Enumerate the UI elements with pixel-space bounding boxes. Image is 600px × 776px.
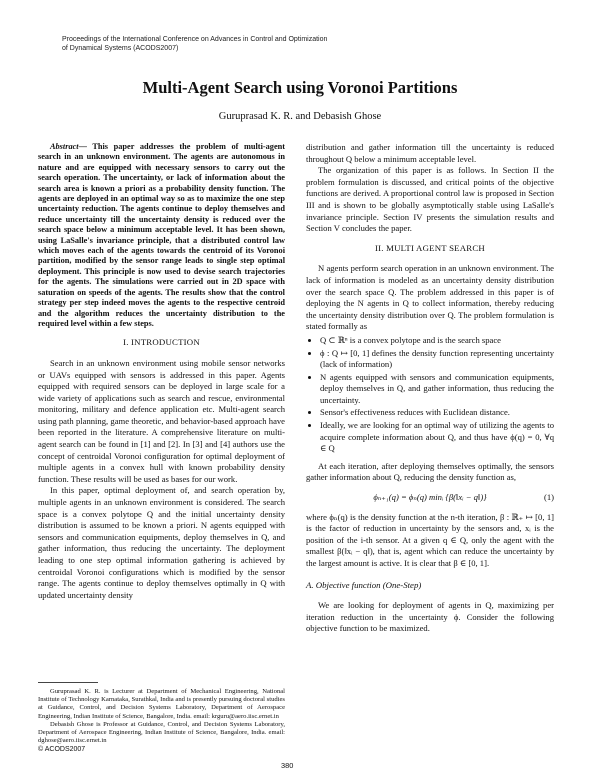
abstract-text: — This paper addresses the problem of multi-agent search in an unknown environment. The agents are autonomous in nature and are equipped with necessary sensors to carry out the search operation. The uncertainty, or lack of information about the search area is known a priori as a probability density function. The agents are deployed in an optimal way so as to maximize the one step uncertainty reduction. The agents continue to deploy themselves and reduce uncertainty till the uncertainty density is reduced over the search space below a minimum acceptable level. It has been shown, using LaSalle's invariance principle, that a distributed control law which moves each of the agents towards the centroid of its Voronoi partition, modified by the sensor range leads to single step optimal deployment. This principle is now used to devise search trajectories for the agents. The simulations were carried out in 2D space with saturation on speeds of the agents. The results show that the control strategy per step indeed moves the agents to the respective centroid and the algorithm reduces the uncertainty distribution to the required level within a few steps. xyxy=(38,142,285,328)
abstract xyxy=(38,142,285,329)
multi-agent-paragraph-3: where ϕₙ(q) is the density function at the n-th iteration, β : ℝ₊ ↦ [0, 1] is the factor of reduction in uncertainty by the sensors and, xᵢ is the position of the i-th sensor. At a given q ∈ Q, only the agent with the smallest β(‖xᵢ − q‖), that is, agent which can reduce the uncertainty by the largest amount is active. It is clear that β ∈ [0, 1]. xyxy=(306,511,554,568)
footnote-author-1: Guruprasad K. R. is Lecturer at Department of Mechanical Engineering, National Institute of Technology Karnataka, Surathkal, India and is presently pursuing doctoral studies at Guidance, Control, and Decision Systems Laboratory, Department of Aerospace Engineering, Indian Institute of Science, Bangalore, India. email: krguru@aero.iisc.ernet.in xyxy=(38,688,285,720)
list-item: • N agents equipped with sensors and communication equipments, deploy themselves in Q, and gather information, thus reducing the uncertainty. xyxy=(320,372,554,407)
header-line-1: Proceedings of the International Conference on Advances in Control and Optimization xyxy=(62,36,328,43)
organization-paragraph: The organization of this paper is as follows. In Section II the problem formulation is discussed, and critical points of the objective functions are derived. A proportional control law is proposed in Section III and is shown to be globally asymptotically stable using LaSalle's invariance principle. Section IV presents the simulation results and Section V concludes the paper. xyxy=(306,165,554,234)
list-item: • Q ⊂ ℝⁿ is a convex polytope and is the search space xyxy=(320,335,554,347)
header-line-2: of Dynamical Systems (ACODS2007) xyxy=(62,45,179,52)
paper-title: Multi-Agent Search using Voronoi Partitions xyxy=(142,78,458,97)
left-column xyxy=(38,142,285,601)
equation-body: ϕₙ₊₁(q) = ϕₙ(q) minᵢ {β(‖xᵢ − q‖)} xyxy=(373,492,487,503)
equation-1 xyxy=(306,492,554,504)
multi-agent-paragraph-2: At each iteration, after deploying themselves optimally, the sensors gather information about Q, reducing the density function as, xyxy=(306,460,554,483)
intro-paragraph-1: Search in an unknown environment using mobile sensor networks or UAVs equipped with sensors is addressed in this paper. Agents equipped with required sensors can be deployed in large scale for a wide variety of applications such as search and rescue, environmental monitoring, military and defence application etc. Multi-agent search using path planning, game theoretic, and behavior-based approach have been reported in the literature. A comprehensive literature on multi-agent search can be found in [1] and [2]. In [3] and [4] authors use the concept of centroidal Voronoi configuration for optimal deployment of multiple agents in a convex hull with known probability density function. These results will be used as bases for our work. xyxy=(38,357,285,484)
paper-authors: Guruprasad K. R. and Debasish Ghose xyxy=(218,111,382,122)
list-item: • Sensor's effectiveness reduces with Euclidean distance. xyxy=(320,407,554,419)
problem-formulation-list xyxy=(306,335,554,455)
proceedings-header xyxy=(62,35,542,53)
page-number: 380 xyxy=(281,761,294,770)
copyright-notice: © ACODS2007 xyxy=(38,746,86,754)
right-column xyxy=(306,142,554,635)
equation-number: (1) xyxy=(543,492,554,503)
section-heading-multi-agent-search: II. MULTI AGENT SEARCH xyxy=(375,242,485,253)
multi-agent-paragraph-1: N agents perform search operation in an unknown environment. The lack of information is modeled as an uncertainty density distribution over the search space Q. The problem addressed in this paper is of deploying the N agents in Q to collect information, thereby reducing the uncertainty density distribution over Q. The problem formulation is stated formally as xyxy=(306,263,554,332)
list-item: • Ideally, we are looking for an optimal way of utilizing the agents to acquire complete information about Q, and thus have ϕ(q) = 0, ∀q ∈ Q xyxy=(320,420,554,455)
list-item: • ϕ : Q ↦ [0, 1] defines the density function representing uncertainty (lack of information) xyxy=(320,348,554,371)
footnote xyxy=(38,688,285,755)
subsection-heading-objective: A. Objective function (One-Step) xyxy=(306,579,422,590)
intro-paragraph-2: In this paper, optimal deployment of, and search operation by, multiple agents in an unknown environment is considered. The search space is a convex polytope Q and the initial uncertainty density distribution is assumed to be known a priori. N agents equipped with sensors and communication equipments, deploy themselves in Q, and gather information, thus reducing the uncertainty. The deployment leading to one step optimal information gathering is achieved by centroidal Voronoi configurations which is modified by the sensor range. The agents continue to deploy themselves optimally in Q with updated uncertainty density xyxy=(38,485,285,600)
abstract-lead: Abstract xyxy=(50,142,79,151)
right-paragraph-1: distribution and gather information till the uncertainty is reduced throughout Q below a minimum acceptable level. xyxy=(306,142,554,164)
section-heading-introduction: I. INTRODUCTION xyxy=(123,337,200,348)
objective-paragraph: We are looking for deployment of agents in Q, maximizing per iteration reduction in the uncertainty ϕ. Consider the following objective function to be maximized. xyxy=(306,600,554,634)
footnote-author-2: Debasish Ghose is Professor at Guidance, Control, and Decision Systems Laboratory, Department of Aerospace Engineering, Indian Institute of Science, Bangalore, India. email: dghose@aero.iisc.ernet.in xyxy=(38,720,285,745)
footnote-rule xyxy=(38,682,98,683)
